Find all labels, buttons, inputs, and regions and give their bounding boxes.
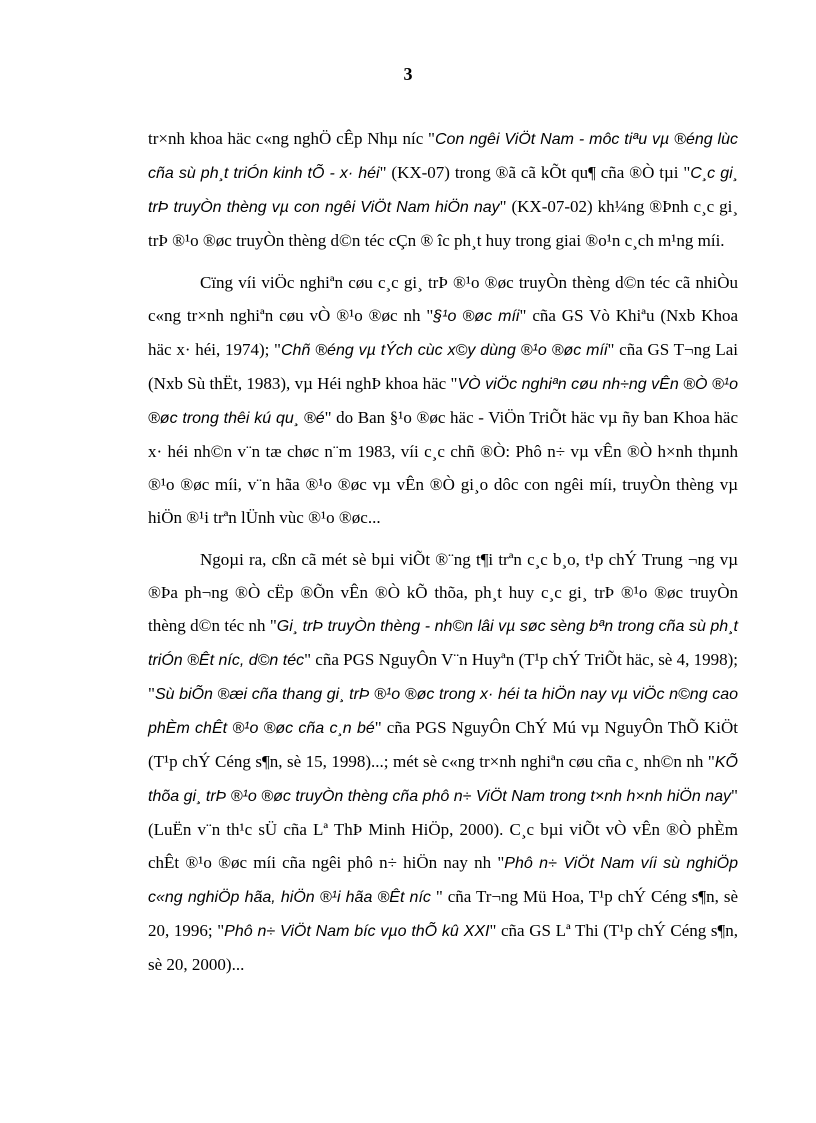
page-number: 3: [403, 64, 413, 84]
text-run: " cña GS T¬ng Lai (Nxb Sù thËt, 1983), vµ Héi nghÞ khoa häc ": [148, 340, 738, 393]
text-run: " cña GS Vò Khiªu (Nxb Khoa häc x· héi, 1974); ": [148, 306, 739, 359]
italic-title-run: VÒ viÖc nghiªn cøu nh÷ng vÊn ®Ò ®¹o ®øc trong thêi kú qu¸ ®é: [148, 376, 738, 427]
text-run: " (KX-07) trong ®ã cã kÕt qu¶ cña ®Ò tµi ": [379, 163, 691, 182]
text-run: " cña PGS NguyÔn V¨n Huyªn (T¹p chÝ TriÕt häc, sè 4, 1998); ": [148, 650, 738, 703]
italic-title-run: Phô n÷ ViÖt Nam víi sù nghiÖp c«ng nghiÖp hãa, hiÖn ®¹i hãa ®Êt níc: [148, 855, 738, 906]
text-run: " (LuËn v¨n th¹c sÜ cña Lª ThÞ Minh HiÖp, 2000). C¸c bµi viÕt vÒ vÊn ®Ò phÈm chÊt ®¹o ®øc míi cña ngêi phô n÷ hiÖn nay nh ": [148, 786, 738, 872]
text-run: " (KX-07-02) kh¼ng ®Þnh c¸c gi¸ trÞ ®¹o ®øc truyÒn thèng d©n téc cÇn ® îc ph¸t huy trong giai ®o¹n c¸ch m¹ng míi.: [148, 197, 738, 250]
text-run: " cña PGS NguyÔn ChÝ Mú vµ NguyÔn ThÕ KiÖt (T¹p chÝ Céng s¶n, sè 15, 1998)...; mét sè c«ng tr×nh nghiªn cøu cña c¸ nh©n nh ": [148, 718, 738, 771]
paragraph-1: [148, 122, 738, 257]
text-run: " do Ban §¹o ®øc häc - ViÖn TriÕt häc vµ ñy ban Khoa häc x· héi nh©n v¨n tæ chøc n¨m 1983, víi c¸c chñ ®Ò: Phô n÷ vµ vÊn ®Ò h×nh thµnh ®¹o ®øc míi, v¨n hãa ®¹o ®øc vµ vÊn ®Ò gi¸o dôc con ngêi míi, truyÒn thèng vµ hiÖn ®¹i trªn lÜnh vùc ®¹o ®øc...: [148, 408, 738, 527]
text-run: " cña GS Lª Thi (T¹p chÝ Céng s¶n, sè 20, 2000)...: [148, 921, 738, 974]
italic-title-run: C¸c gi¸ trÞ truyÒn thèng vµ con ngêi ViÖt Nam hiÖn nay: [148, 165, 739, 216]
italic-title-run: Gi¸ trÞ truyÒn thèng - nh©n lâi vµ søc sèng bªn trong cña sù ph¸t triÓn ®Êt níc, d©n téc: [148, 618, 738, 669]
text-run: Cïng víi viÖc nghiªn cøu c¸c gi¸ trÞ ®¹o ®øc truyÒn thèng d©n téc cã nhiÒu c«ng tr×nh nghiªn cøu vÒ ®¹o ®øc nh ": [148, 273, 738, 325]
paragraph-3: [148, 543, 738, 981]
italic-title-run: Con ngêi ViÖt Nam - môc tiªu vµ ®éng lùc cña sù ph¸t triÓn kinh tÕ - x· héi: [148, 131, 739, 182]
italic-title-run: Sù biÕn ®æi cña thang gi¸ trÞ ®¹o ®øc trong x· héi ta hiÖn nay vµ viÖc n©ng cao phÈm chÊt ®¹o ®øc cña c¸n bé: [148, 686, 738, 737]
paragraph-2: [148, 266, 738, 534]
text-run: tr×nh khoa häc c«ng nghÖ cÊp Nhµ níc ": [148, 129, 435, 148]
body-text: [148, 122, 738, 990]
italic-title-run: Phô n÷ ViÖt Nam bíc vµo thÕ kû XXI: [224, 923, 490, 940]
text-run: Ngoµi ra, cßn cã mét sè bµi viÕt ®¨ng t¶i trªn c¸c b¸o, t¹p chÝ Trung ¬ng vµ ®Þa ph¬ng ®Ò cËp ®Õn vÊn ®Ò kÕ thõa, ph¸t huy c¸c gi¸ trÞ ®¹o ®øc truyÒn thèng d©n téc nh ": [148, 550, 738, 635]
italic-title-run: KÕ thõa gi¸ trÞ ®¹o ®øc truyÒn thèng cña phô n÷ ViÖt Nam trong t×nh h×nh hiÖn nay: [148, 754, 738, 805]
text-run: " cña Tr¬ng Mü Hoa, T¹p chÝ Céng s¶n, sè 20, 1996; ": [148, 887, 738, 940]
italic-title-run: §¹o ®øc míi: [433, 308, 520, 325]
italic-title-run: Chñ ®éng vµ tÝch cùc x©y dùng ®¹o ®øc míi: [280, 342, 608, 359]
